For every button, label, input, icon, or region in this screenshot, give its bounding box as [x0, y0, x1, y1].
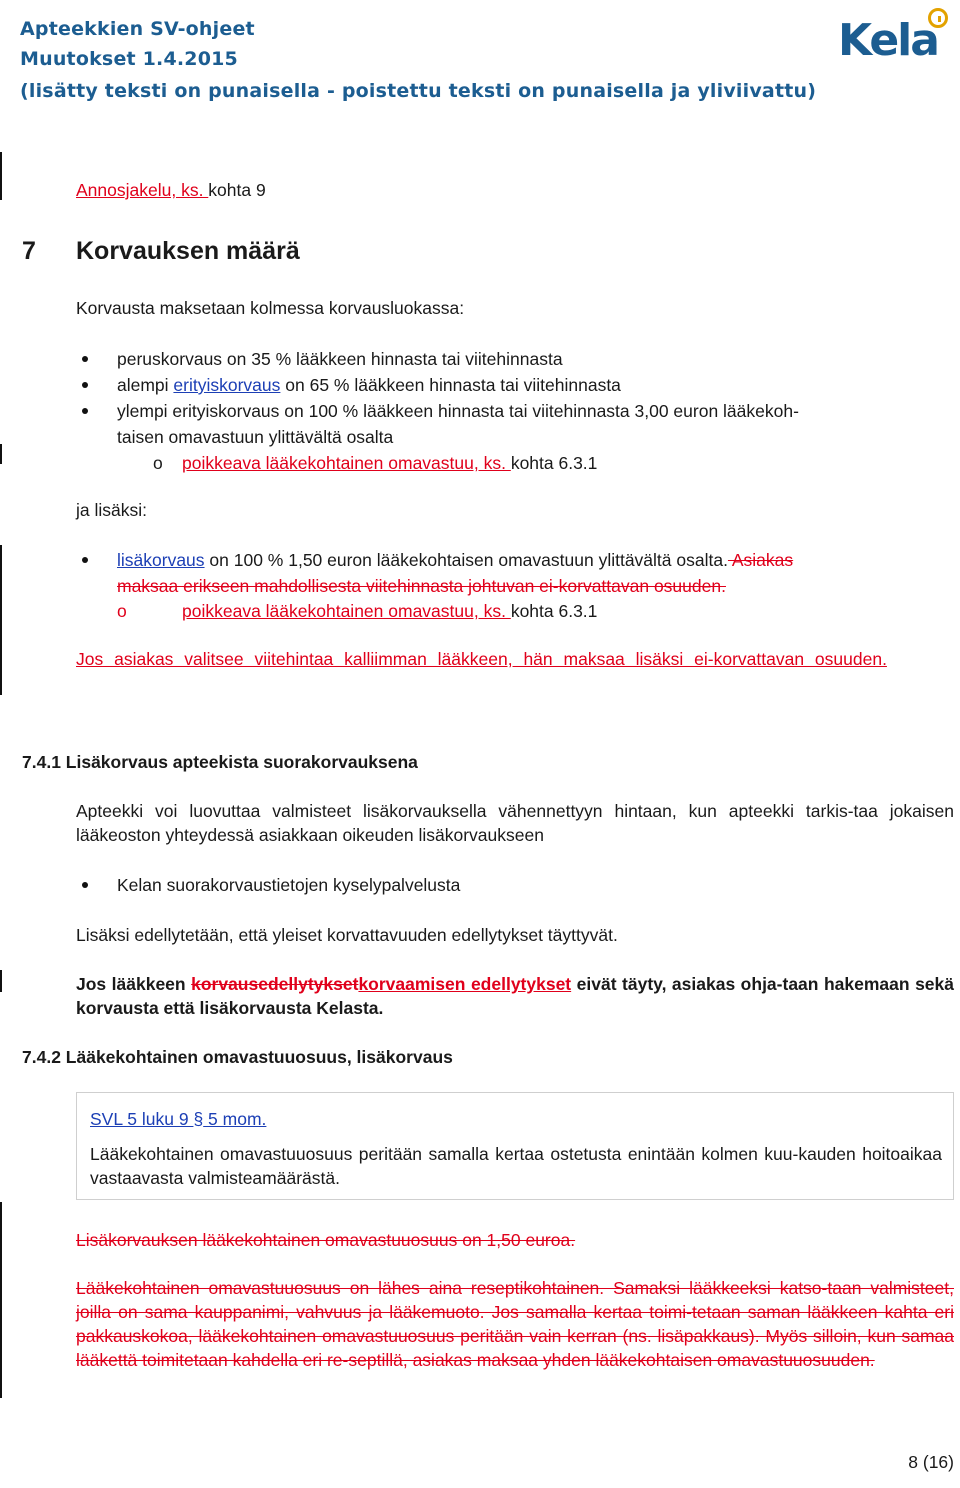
kela-logo-text: Kela	[838, 15, 938, 66]
bullet-icon	[82, 408, 88, 414]
header-changes: Muutokset 1.4.2015	[20, 48, 238, 70]
header-legend: (lisätty teksti on punaisella - poistettu teksti on punaisella ja yliviivattu)	[20, 80, 817, 102]
deleted-text: Lisäkorvauksen lääkekohtainen omavastuuosuus on 1,50 euroa.	[76, 1230, 576, 1250]
change-bar	[0, 444, 2, 464]
deleted-text: maksaa erikseen mahdollisesta viitehinnasta johtuvan ei-korvattavan osuuden.	[117, 576, 726, 596]
kela-logo-ring-icon	[928, 8, 948, 28]
sub-item-marker: o	[117, 601, 127, 621]
sub-item: poikkeava lääkekohtainen omavastuu, ks. kohta 6.3.1	[182, 453, 598, 473]
bullet-icon	[82, 356, 88, 362]
paragraph: Apteekki voi luovuttaa valmisteet lisäkorvauksella vähennettyyn hintaan, kun apteekki tarkis-taa jokaisen lääkeoston yhteydessä asiakkaan oikeuden lisäkorvaukseen	[76, 801, 954, 845]
header-title: Apteekkien SV-ohjeet	[20, 18, 255, 40]
bold-paragraph: Jos lääkkeen korvausedellytyksetkorvaamisen edellytykset eivät täyty, asiakas ohja-taan hakemaan sekä korvausta että lisäkorvausta Kelasta.	[76, 974, 954, 1018]
annosjakelu-link[interactable]: Annosjakelu, ks.	[76, 180, 209, 200]
ja-lisaksi-label: ja lisäksi:	[76, 500, 147, 520]
change-bar	[0, 152, 2, 200]
annosjakelu-line: Annosjakelu, ks. kohta 9	[76, 180, 266, 200]
list-item: alempi erityiskorvaus on 65 % lääkkeen hinnasta tai viitehinnasta	[117, 375, 621, 395]
list-item-continuation: taisen omavastuun ylittävältä osalta	[117, 427, 394, 447]
change-bar	[0, 1202, 2, 1398]
list-item: ylempi erityiskorvaus on 100 % lääkkeen hinnasta tai viitehinnasta 3,00 euron lääkekoh-	[117, 401, 799, 421]
deleted-paragraph: Lääkekohtainen omavastuuosuus on lähes aina reseptikohtainen. Samaksi lääkkeeksi katso-taan valmisteet, joilla on sama kauppanimi, vahvuus ja lääkemuoto. Jos samalla kertaa toimi-tetaan saman lääkkeen kahta eri pakkauskokoa, lääkekohtainen omavastuuosuus peritään vain kerran (ns. lisäpakkaus). Myös silloin, kun samaa lääkettä toimitetaan kahdella eri re-septillä, asiakas maksaa yhden lääkekohtaisen omavastuuosuuden.	[76, 1278, 954, 1370]
subsection-title-741: 7.4.1 Lisäkorvaus apteekista suorakorvauksena	[22, 752, 418, 772]
section-number: 7	[22, 237, 36, 265]
change-bar	[0, 970, 2, 992]
intro-text: Korvausta maksetaan kolmessa korvausluokassa:	[76, 298, 465, 318]
lisakorvaus-link[interactable]: lisäkorvaus	[117, 550, 205, 570]
law-reference-link[interactable]: SVL 5 luku 9 § 5 mom.	[90, 1109, 267, 1129]
kela-logo	[838, 8, 956, 70]
page-number: 8 (16)	[908, 1452, 954, 1472]
section-sign-icon: §	[193, 1109, 204, 1129]
section-title: Korvauksen määrä	[76, 237, 300, 265]
list-item: Kelan suorakorvaustietojen kyselypalvelusta	[117, 875, 461, 895]
subsection-title-742: 7.4.2 Lääkekohtainen omavastuuosuus, lisäkorvaus	[22, 1047, 453, 1067]
change-bar	[0, 545, 2, 695]
poikkeava-link-2[interactable]: poikkeava lääkekohtainen omavastuu, ks.	[182, 601, 511, 621]
sub-item: poikkeava lääkekohtainen omavastuu, ks. kohta 6.3.1	[182, 601, 598, 621]
bullet-icon	[82, 557, 88, 563]
added-paragraph: Jos asiakas valitsee viitehintaa kalliimman lääkkeen, hän maksaa lisäksi ei-korvattavan osuuden.	[76, 649, 887, 669]
poikkeava-link[interactable]: poikkeava lääkekohtainen omavastuu, ks.	[182, 453, 511, 473]
law-text: Lääkekohtainen omavastuuosuus peritään samalla kertaa ostetusta enintään kolmen kuu-kauden hoitoaikaa vastaavasta valmisteamäärästä.	[90, 1144, 942, 1188]
paragraph: Lisäksi edellytetään, että yleiset korvattavuuden edellytykset täyttyvät.	[76, 925, 618, 945]
lisakorvaus-item: lisäkorvaus on 100 % 1,50 euron lääkekohtaisen omavastuun ylittävältä osalta. Asiakas	[117, 550, 794, 570]
erityiskorvaus-link[interactable]: erityiskorvaus	[173, 375, 281, 395]
sub-item-marker: o	[153, 453, 163, 473]
list-item: peruskorvaus on 35 % lääkkeen hinnasta tai viitehinnasta	[117, 349, 563, 369]
bullet-icon	[82, 882, 88, 888]
bullet-icon	[82, 382, 88, 388]
